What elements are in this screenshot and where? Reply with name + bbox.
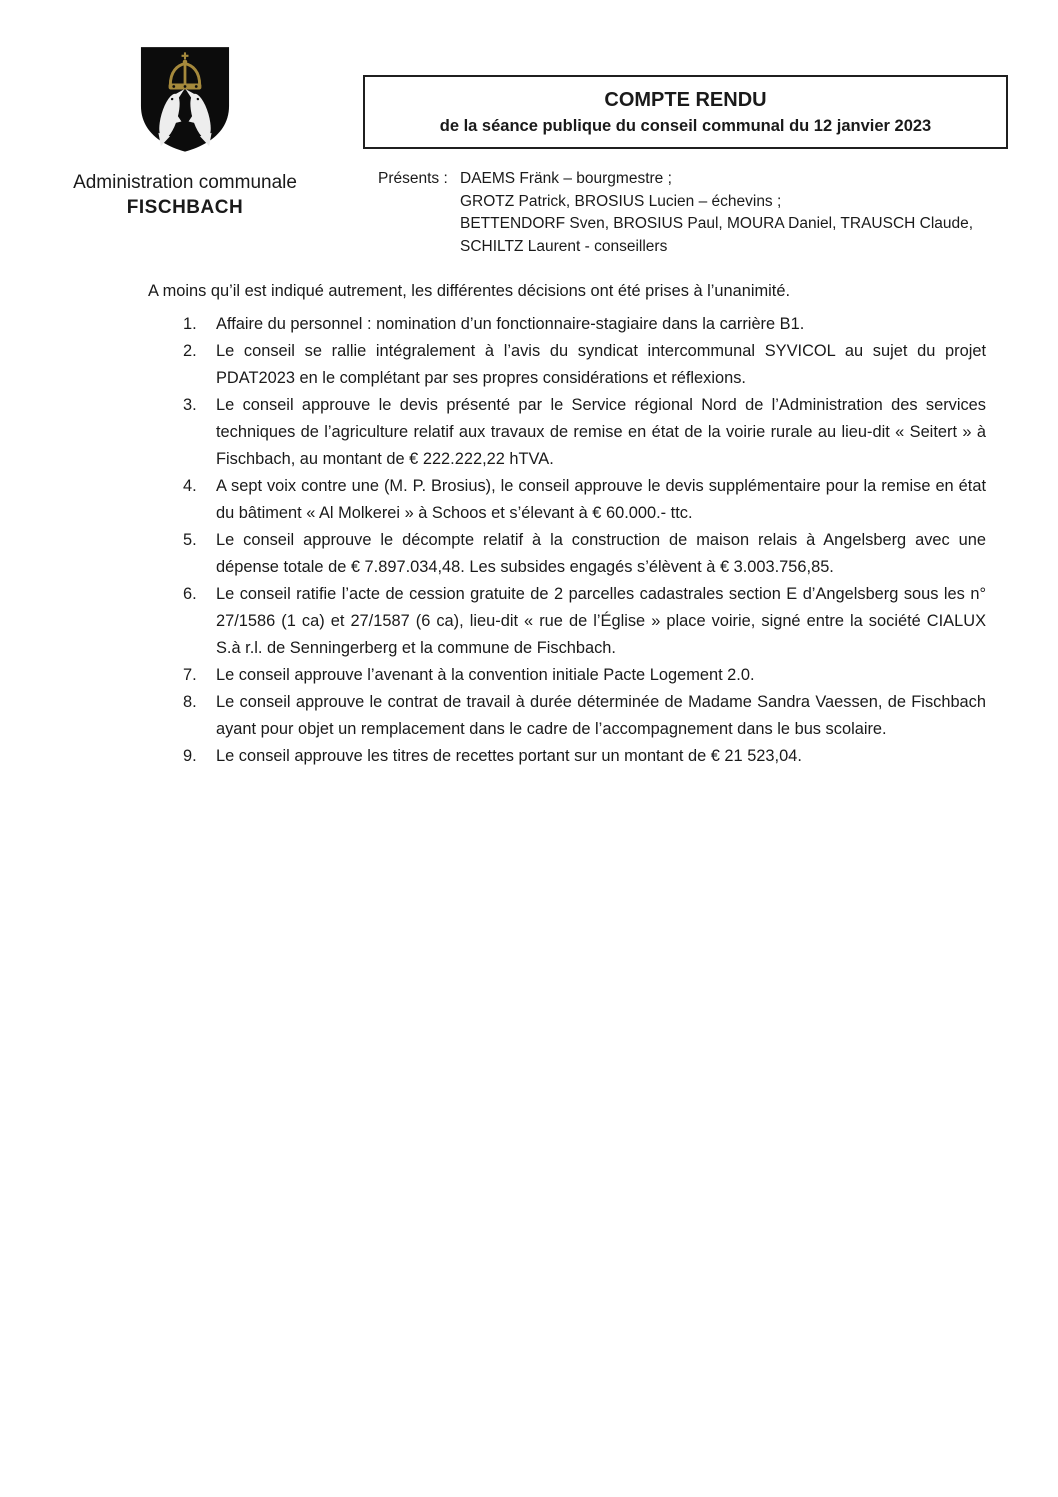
attendance-names (460, 168, 973, 258)
decision-item (183, 338, 986, 392)
decision-number: 2. (183, 342, 197, 360)
attendance-label: Présents : (378, 170, 448, 187)
decision-item (183, 743, 986, 770)
decision-number: 8. (183, 693, 197, 711)
decision-number: 7. (183, 666, 197, 684)
decision-text: Le conseil approuve le décompte relatif à la construction de maison relais à Angelsberg avec une dépense totale de € 7.897.034,48. Les subsides engagés s’élèvent à € 3.003.756,85. (216, 531, 986, 576)
attendance-line: GROTZ Patrick, BROSIUS Lucien – échevins ; (460, 192, 782, 210)
attendance-line: SCHILTZ Laurent - conseillers (460, 237, 668, 255)
decision-item (183, 527, 986, 581)
document-subtitle: de la séance publique du conseil communal du 12 janvier 2023 (439, 117, 932, 135)
decision-text: Affaire du personnel : nomination d’un fonctionnaire-stagiaire dans la carrière B1. (216, 315, 805, 333)
attendance-line: BETTENDORF Sven, BROSIUS Paul, MOURA Daniel, TRAUSCH Claude, (460, 215, 974, 232)
intro-paragraph: A moins qu’il est indiqué autrement, les différentes décisions ont été prises à l’unanimité. (148, 282, 791, 300)
decision-item (183, 311, 986, 338)
organization-city: FISCHBACH (126, 197, 244, 218)
decision-item (183, 473, 986, 527)
organization-block (10, 42, 360, 220)
decision-item (183, 689, 986, 743)
decision-number: 6. (183, 585, 197, 603)
decision-text: Le conseil approuve les titres de recettes portant sur un montant de € 21 523,04. (216, 747, 802, 765)
decision-item (183, 581, 986, 662)
decision-text: Le conseil approuve l’avenant à la convention initiale Pacte Logement 2.0. (216, 666, 755, 684)
decision-number: 4. (183, 477, 197, 495)
decision-number: 1. (183, 315, 197, 333)
decision-text: Le conseil ratifie l’acte de cession gratuite de 2 parcelles cadastrales section E d’Angelsberg sous les n° 27/1586 (1 ca) et 27/1587 (6 ca), lieu-dit « rue de l’Église » place voirie, signé entre la société CIALUX S.à r.l. de Senningerberg et la commune de Fischbach. (216, 585, 986, 657)
decisions-list (183, 311, 986, 770)
decision-text: Le conseil approuve le contrat de travail à durée déterminée de Madame Sandra Vaessen, de Fischbach ayant pour objet un remplacement dans le cadre de l’accompagnement dans le bus scolaire. (216, 693, 986, 738)
decision-text: Le conseil se rallie intégralement à l’avis du syndicat intercommunal SYVICOL au sujet du projet PDAT2023 en le complétant par ses propres considérations et réflexions. (216, 342, 986, 387)
title-box (363, 75, 1008, 149)
document-title: COMPTE RENDU (604, 89, 767, 111)
decision-number: 5. (183, 531, 197, 549)
decision-number: 9. (183, 747, 197, 765)
decision-text: A sept voix contre une (M. P. Brosius), le conseil approuve le devis supplémentaire pour la remise en état du bâtiment « Al Molkerei » à Schoos et s’élevant à € 60.000.- ttc. (216, 477, 986, 522)
organization-name: Administration communale (73, 172, 297, 193)
decision-item (183, 392, 986, 473)
decision-text: Le conseil approuve le devis présenté par le Service régional Nord de l’Administration des services techniques de l’agriculture relatif aux travaux de remise en état de la voirie rurale au lieu-dit « Seitert » à Fischbach, au montant de € 222.222,22 hTVA. (216, 396, 986, 468)
attendance-line: DAEMS Fränk – bourgmestre ; (460, 170, 672, 187)
fischbach-coat-of-arms-icon (133, 42, 237, 156)
decision-number: 3. (183, 396, 197, 414)
attendance-section (378, 168, 973, 258)
decision-item (183, 662, 986, 689)
